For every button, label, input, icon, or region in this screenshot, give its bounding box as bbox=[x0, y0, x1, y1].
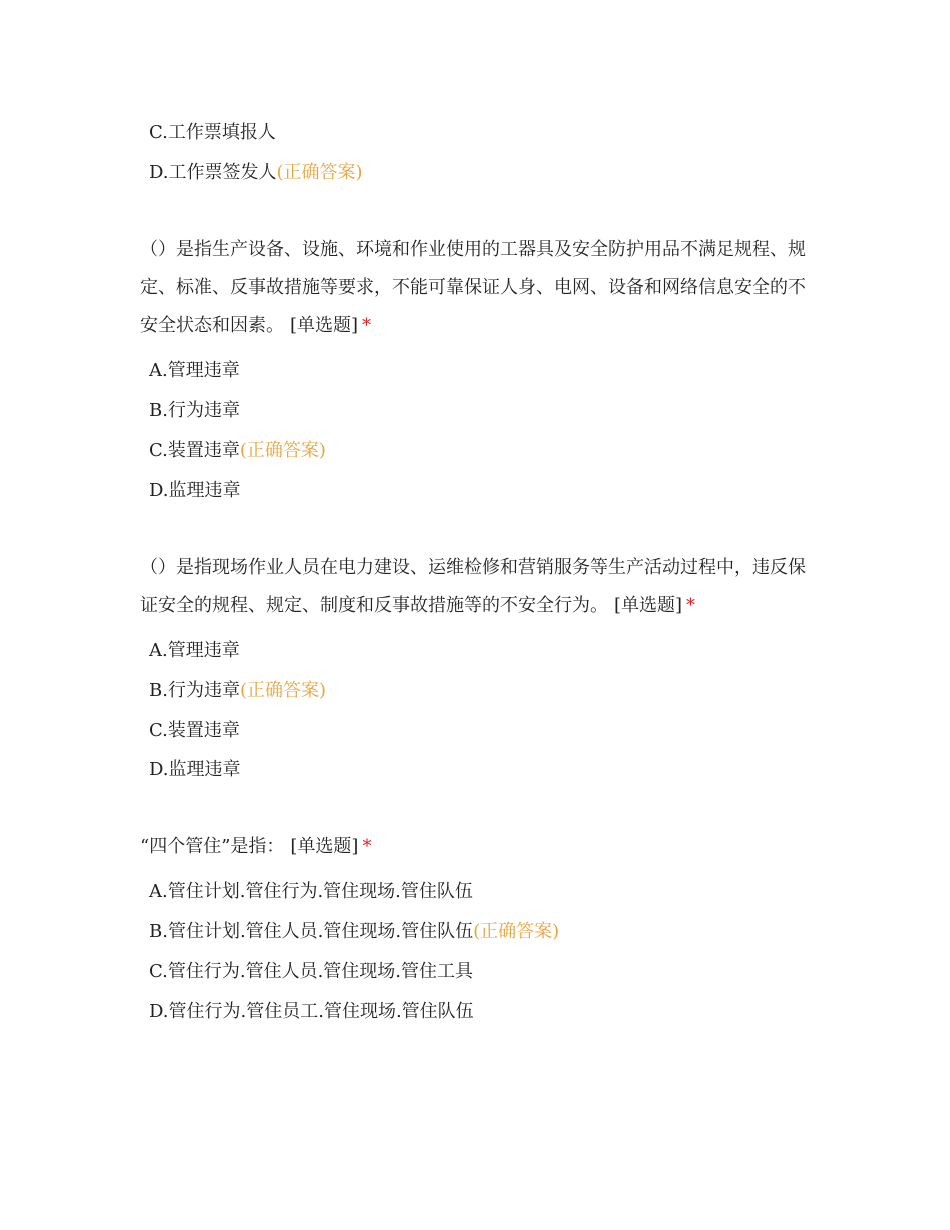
q3-option-d bbox=[149, 758, 241, 782]
question-text: （）是指生产设备、设施、环境和作业使用的工器具及安全防护用品不满足规程、规定、标准、反事故措施等要求，不能可靠保证人身、电网、设备和网络信息安全的不安全状态和因素。 bbox=[140, 239, 806, 336]
option-text: A.管理违章 bbox=[149, 640, 240, 661]
question-2-prompt bbox=[140, 231, 820, 345]
option-text: D.监理违章 bbox=[149, 759, 241, 780]
question-text: “四个管住”是指： bbox=[140, 836, 285, 857]
option-text: A.管住计划.管住行为.管住现场.管住队伍 bbox=[149, 881, 473, 902]
q4-option-c bbox=[149, 960, 473, 984]
option-text: C.装置违章 bbox=[149, 720, 240, 741]
required-asterisk: * bbox=[686, 595, 696, 616]
option-text: B.管住计划.管住人员.管住现场.管住队伍 bbox=[149, 921, 474, 942]
q2-option-d bbox=[149, 479, 241, 503]
q2-option-a bbox=[149, 359, 240, 383]
option-text: B.行为违章 bbox=[149, 680, 240, 701]
q2-option-c bbox=[149, 439, 326, 463]
q3-option-c bbox=[149, 719, 240, 743]
q4-option-b bbox=[149, 920, 559, 944]
required-asterisk: * bbox=[362, 315, 372, 336]
question-type-label: [单选题] bbox=[614, 595, 683, 616]
correct-answer-label: (正确答案) bbox=[276, 162, 363, 183]
option-text: A.管理违章 bbox=[149, 360, 240, 381]
question-type-label: [单选题] bbox=[290, 836, 359, 857]
correct-answer-label: (正确答案) bbox=[239, 680, 326, 701]
correct-answer-label: (正确答案) bbox=[239, 440, 326, 461]
question-3-prompt bbox=[140, 549, 820, 625]
q1-option-d bbox=[149, 161, 363, 185]
question-type-label: [单选题] bbox=[290, 315, 359, 336]
option-text: D.监理违章 bbox=[149, 480, 241, 501]
option-text: C.管住行为.管住人员.管住现场.管住工具 bbox=[149, 961, 474, 982]
option-text: C.装置违章 bbox=[149, 440, 240, 461]
option-text: B.行为违章 bbox=[149, 400, 240, 421]
option-text: D.工作票签发人 bbox=[149, 162, 277, 183]
q4-option-a bbox=[149, 880, 473, 904]
question-4-prompt bbox=[140, 828, 820, 866]
required-asterisk: * bbox=[362, 836, 372, 857]
option-text: D.管住行为.管住员工.管住现场.管住队伍 bbox=[149, 1001, 474, 1022]
q1-option-c bbox=[149, 121, 276, 145]
option-text: C.工作票填报人 bbox=[149, 122, 276, 143]
q3-option-b bbox=[149, 679, 326, 703]
correct-answer-label: (正确答案) bbox=[473, 921, 560, 942]
question-text: （）是指现场作业人员在电力建设、运维检修和营销服务等生产活动过程中，违反保证安全的规程、规定、制度和反事故措施等的不安全行为。 bbox=[140, 557, 806, 616]
q4-option-d bbox=[149, 1000, 474, 1024]
q3-option-a bbox=[149, 639, 240, 663]
q2-option-b bbox=[149, 399, 240, 423]
